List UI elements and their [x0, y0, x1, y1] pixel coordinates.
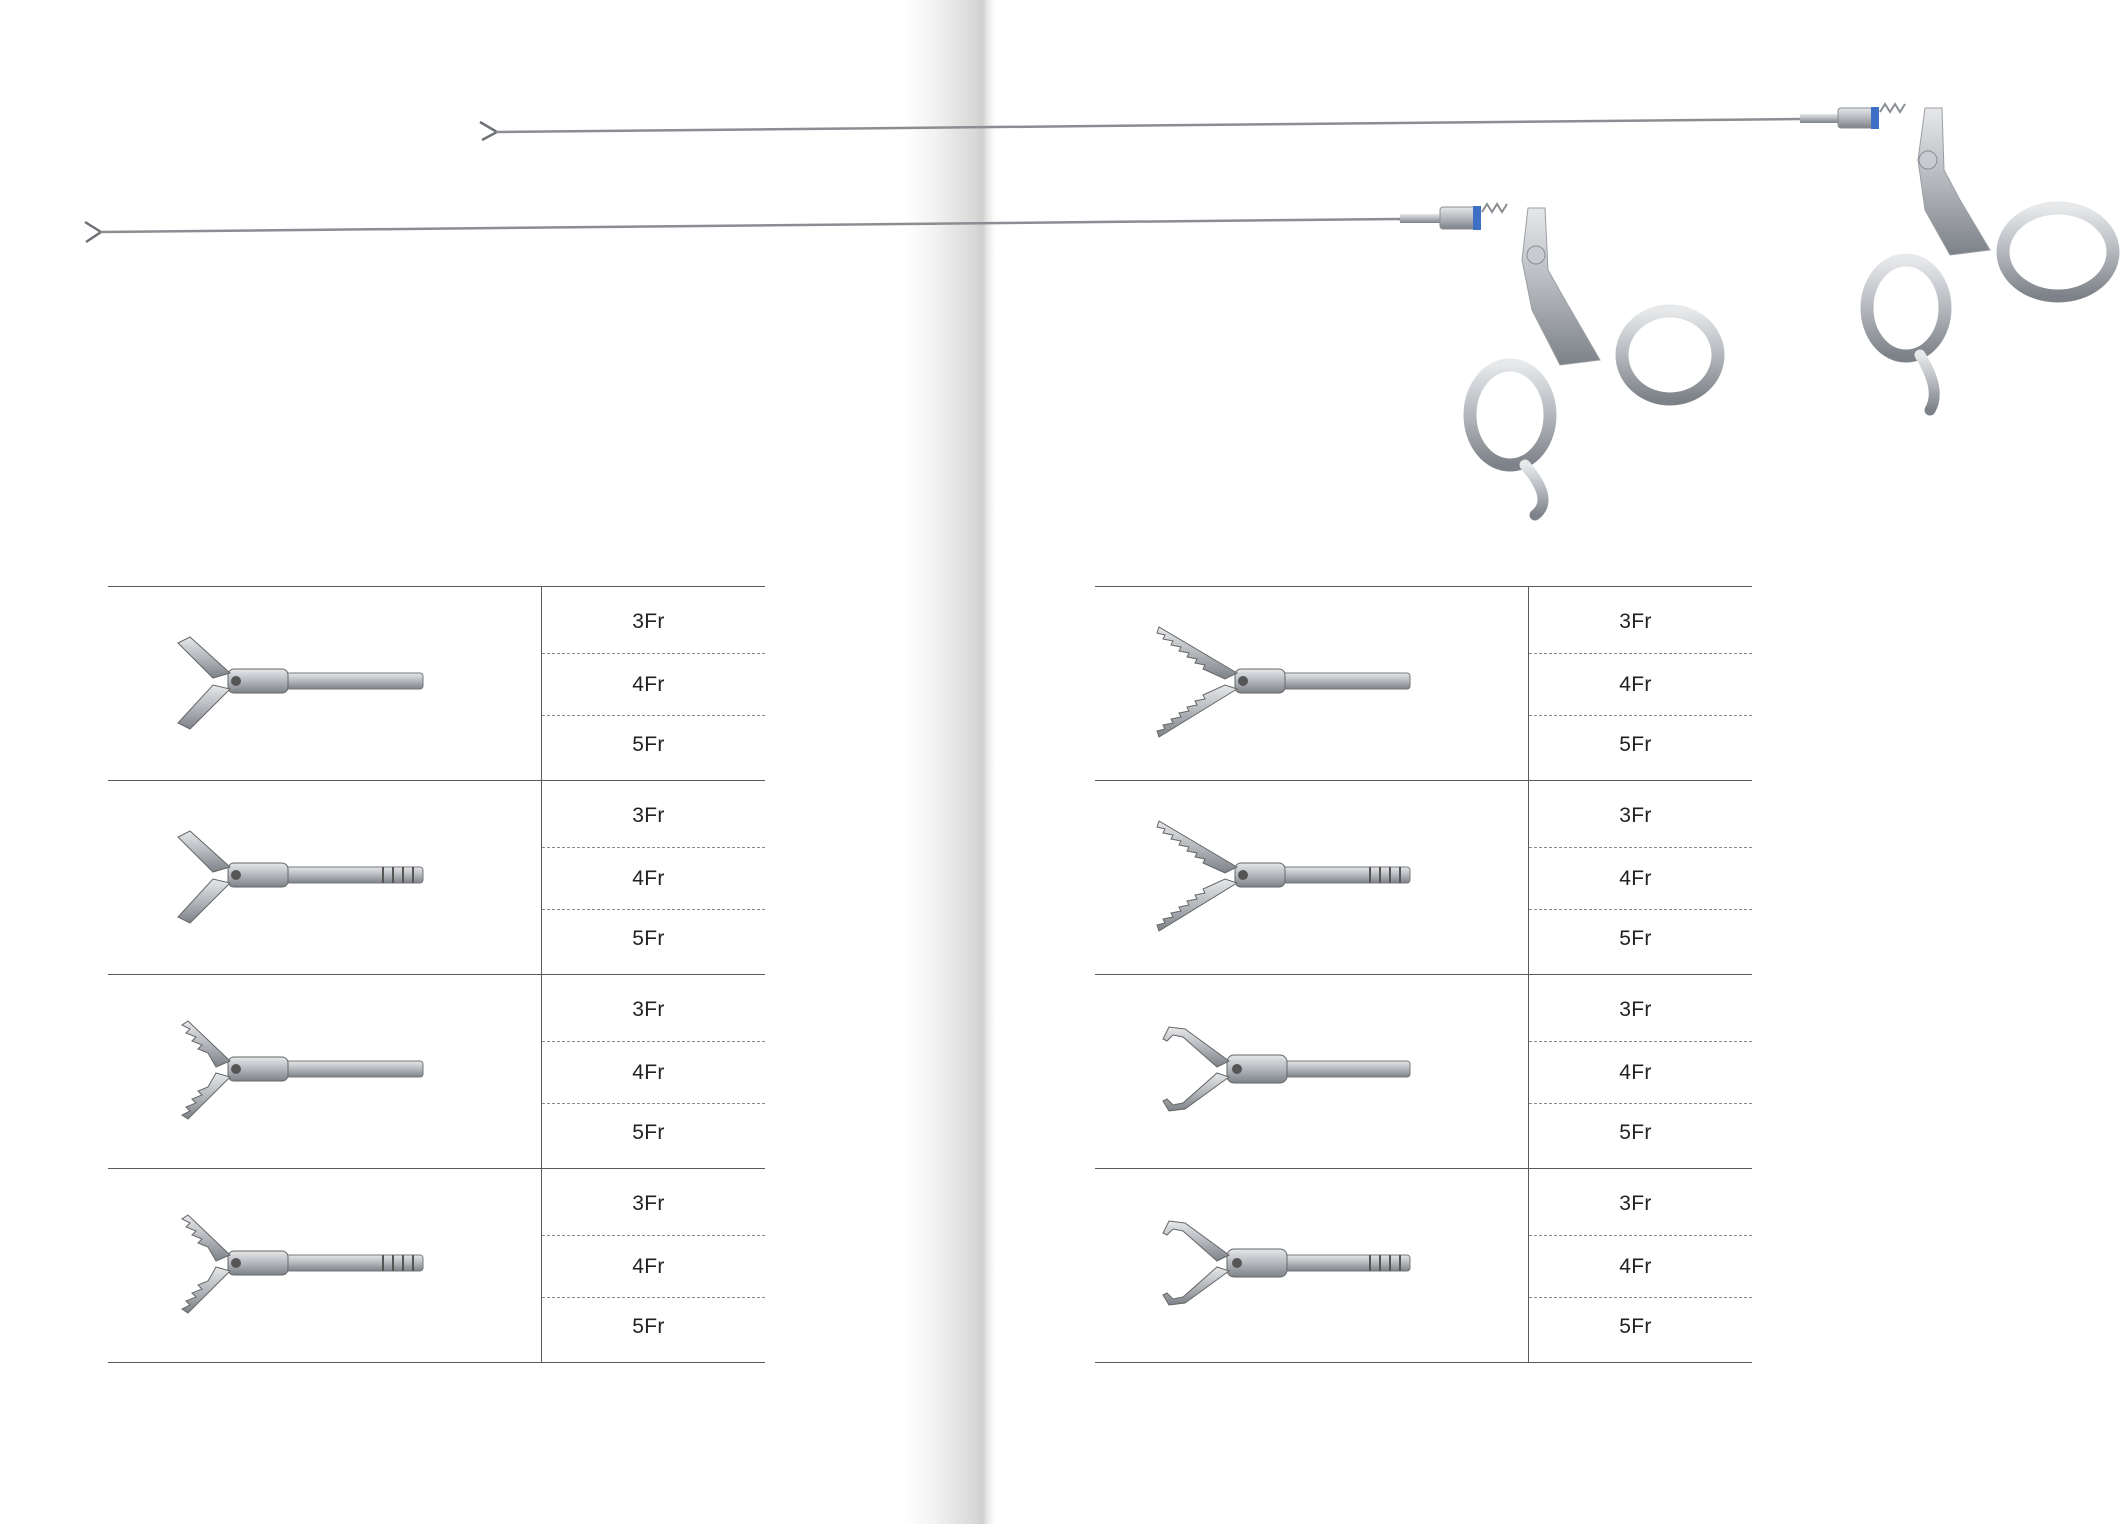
size-list [542, 781, 765, 974]
size-option-4fr: 4Fr [542, 1041, 765, 1104]
long-serrated-jaw-ribbed-tip-image [1095, 781, 1529, 974]
table-row [108, 1168, 765, 1363]
table-row [1095, 586, 1752, 780]
instrument-illustrations [0, 0, 2125, 560]
size-list [542, 587, 765, 780]
toothed-jaw-forceps-tip-image [108, 975, 542, 1168]
size-option-3fr: 3Fr [632, 804, 665, 827]
size-option-3fr: 3Fr [1619, 610, 1652, 633]
hooked-grasper-ribbed-tip-image [1095, 1169, 1529, 1362]
hooked-grasper-tip-image [1095, 975, 1529, 1168]
table-row [1095, 1168, 1752, 1363]
size-option-3fr: 3Fr [632, 998, 665, 1021]
size-option-5fr: 5Fr [542, 1103, 765, 1162]
left-size-table [108, 586, 765, 1363]
size-list [1529, 781, 1752, 974]
table-row [108, 780, 765, 974]
size-option-4fr: 4Fr [542, 653, 765, 716]
size-option-5fr: 5Fr [1529, 715, 1752, 774]
size-option-4fr: 4Fr [1529, 1041, 1752, 1104]
table-row [1095, 974, 1752, 1168]
size-list [1529, 975, 1752, 1168]
long-serrated-jaw-tip-image [1095, 587, 1529, 780]
toothed-jaw-ribbed-forceps-tip-image [108, 1169, 542, 1362]
cup-jaw-forceps-tip-image [108, 587, 542, 780]
long-forceps-instrument-lower [85, 204, 1718, 515]
size-option-3fr: 3Fr [1619, 1192, 1652, 1215]
size-option-3fr: 3Fr [632, 610, 665, 633]
size-option-3fr: 3Fr [1619, 998, 1652, 1021]
long-forceps-instrument-upper [480, 104, 2113, 410]
right-size-table [1095, 586, 1752, 1363]
size-list [1529, 587, 1752, 780]
size-list [542, 975, 765, 1168]
size-option-5fr: 5Fr [1529, 1297, 1752, 1356]
table-row [108, 974, 765, 1168]
size-option-5fr: 5Fr [542, 1297, 765, 1356]
size-option-5fr: 5Fr [1529, 1103, 1752, 1162]
size-option-4fr: 4Fr [1529, 1235, 1752, 1298]
size-option-4fr: 4Fr [542, 847, 765, 910]
table-row [108, 586, 765, 780]
size-option-4fr: 4Fr [1529, 653, 1752, 716]
size-option-3fr: 3Fr [1619, 804, 1652, 827]
size-option-5fr: 5Fr [542, 909, 765, 968]
size-option-4fr: 4Fr [542, 1235, 765, 1298]
table-row [1095, 780, 1752, 974]
cup-jaw-ribbed-forceps-tip-image [108, 781, 542, 974]
size-option-3fr: 3Fr [632, 1192, 665, 1215]
size-list [1529, 1169, 1752, 1362]
size-list [542, 1169, 765, 1362]
size-option-5fr: 5Fr [542, 715, 765, 774]
size-option-5fr: 5Fr [1529, 909, 1752, 968]
size-option-4fr: 4Fr [1529, 847, 1752, 910]
